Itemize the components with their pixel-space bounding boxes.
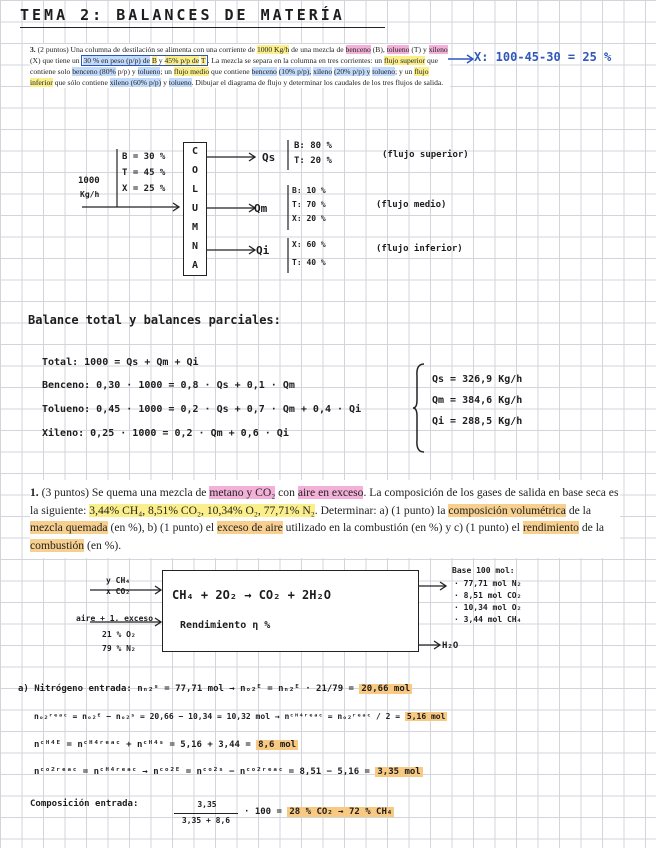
highlight-comp-vol: composición volumétrica (448, 503, 566, 517)
balance-total: Total: 1000 = Qs + Qm + Qi (42, 357, 199, 368)
highlight-aire: aire en exceso (297, 486, 364, 499)
text-segment: (en %). (87, 538, 122, 552)
highlight-feed-rate: 1000 Kg/h (256, 45, 290, 54)
text-segment: (10% p/p), (278, 67, 312, 77)
output-qm-label: Qm (254, 202, 268, 215)
text-segment: T (200, 56, 206, 66)
highlight-rendimiento: rendimiento (522, 521, 579, 535)
side-note-xileno: X: 100-45-30 = 25 % (474, 50, 612, 64)
distillation-column (183, 142, 207, 276)
highlight-gases: 3,44% CH₄, 8,51% CO₂, 10,34% O₂, 77,71% N₂ (89, 503, 315, 517)
text-segment: . La composición de los gases de salida en base seca es la siguiente: (30, 486, 619, 517)
text-segment: benceno (251, 67, 277, 77)
text-segment: Se quema una mezcla de (91, 486, 207, 499)
fuel-comp: x CO₂ (106, 587, 131, 596)
highlight-mezcla: mezcla quemada (30, 521, 108, 535)
highlight-xileno: xileno (428, 45, 448, 54)
text-segment: y (163, 78, 167, 88)
text-segment: ; y un (395, 67, 413, 77)
composition-denominator: 3,35 + 8,6 (181, 816, 231, 825)
text-segment: Una columna de destilación se alimenta con una corriente de (70, 45, 256, 54)
result-qi: Qi = 288,5 Kg/h (432, 416, 523, 427)
text-segment: (20% p/p) y (334, 67, 371, 77)
output-qs-comp: B: 80 % (294, 141, 332, 151)
text-segment: . Determinar: a) (1 punto) la (314, 503, 446, 517)
composition-result-line (244, 807, 394, 817)
solution-line-2 (34, 712, 447, 721)
page-title: TEMA 2: BALANCES DE MATERÍA (20, 6, 345, 24)
highlight-metano: metano y CO₂ (209, 486, 276, 499)
solution-eq: · 100 = (244, 807, 282, 817)
out-h2o: H₂O (442, 641, 459, 651)
feed-unit: Kg/h (80, 190, 100, 199)
text-segment: tolueno (372, 67, 395, 77)
base-label: Base 100 mol: (452, 566, 515, 575)
text-segment: tolueno (168, 78, 192, 88)
solution-line-4 (34, 767, 423, 777)
column-letter: M (191, 222, 199, 233)
output-qi-label: Qi (256, 244, 270, 257)
problem-number: 3. (30, 45, 36, 54)
brace-icon (412, 362, 426, 454)
solution-result: 5,16 mol (406, 712, 446, 721)
output-qi-comp: T: 40 % (292, 258, 326, 267)
text-segment: que sólo contiene (54, 78, 108, 88)
text-segment: xileno (313, 67, 333, 77)
problem-points: (3 puntos) (41, 486, 89, 499)
result-qm: Qm = 384,6 Kg/h (432, 395, 523, 406)
output-qi-comp: X: 60 % (292, 240, 326, 249)
output-qm-comp: X: 20 % (292, 214, 326, 223)
solution-label: a) Nitrógeno entrada: (18, 684, 132, 694)
reaction-yield: Rendimiento η % (180, 620, 271, 631)
problem-3-statement (30, 44, 450, 88)
fraction-bar (174, 813, 238, 814)
output-qs-desc: (flujo superior) (382, 150, 469, 160)
text-segment: B (151, 56, 157, 66)
out-comp: · 10,34 mol O₂ (454, 603, 522, 612)
fuel-comp: y CH₄ (106, 576, 131, 585)
text-segment: benceno (80% (72, 67, 116, 77)
highlight-tolueno: tolueno (386, 45, 410, 54)
output-qi-desc: (flujo inferior) (376, 244, 463, 254)
solution-eq: nᶜᵒ²ʳᵉᵃᶜ = nᶜᴴ⁴ʳᵉᵃᶜ → nᶜᵒ²ᴱ = nᶜᵒ²ˢ − nᶜᵒ²ʳᵉᵃᶜ = 8,51 − 5,16 = (34, 767, 370, 777)
highlight-exceso: exceso de aire (217, 521, 283, 535)
text-segment: (B), (372, 45, 385, 54)
highlight-flujo-superior: flujo superior (383, 56, 426, 66)
output-qm-desc: (flujo medio) (376, 200, 447, 210)
solution-eq: nₙ₂ˢ = 77,71 mol → nₒ₂ᴱ = nₙ₂ᴱ · 21/79 = (137, 684, 354, 694)
column-letter: U (191, 203, 199, 214)
problem-number: 1. (30, 486, 39, 499)
text-segment: de la (568, 503, 592, 517)
balances-heading: Balance total y balances parciales: (28, 313, 281, 327)
title-underline (20, 27, 385, 28)
solution-line-1 (18, 684, 412, 694)
column-letter: N (191, 241, 199, 252)
out-comp: · 8,51 mol CO₂ (454, 591, 522, 600)
output-qs-comp: T: 20 % (294, 156, 332, 166)
solution-result: 3,35 mol (377, 767, 421, 777)
distillation-arrows (70, 135, 410, 285)
highlight-benceno: benceno (345, 45, 371, 54)
output-qm-comp: B: 10 % (292, 186, 326, 195)
feed-comp: X = 25 % (122, 184, 166, 194)
text-segment: . Dibujar el diagrama de flujo y determinar los caudales de los tres flujos de salida. (191, 78, 444, 88)
column-letter: A (191, 260, 199, 271)
output-qm-comp: T: 70 % (292, 200, 326, 209)
highlight-flujo-medio: flujo medio (173, 67, 210, 77)
text-segment: 45% p/p de (164, 56, 200, 66)
text-segment: que contiene (211, 67, 250, 77)
feed-comp: T = 45 % (122, 168, 166, 178)
text-segment: utilizado en la combustión (en %) y c) (1 punto) el (285, 521, 521, 535)
composition-numerator: 3,35 (197, 800, 217, 809)
text-segment: tolueno (137, 67, 161, 77)
result-qs: Qs = 326,9 Kg/h (432, 374, 523, 385)
text-segment: y (158, 56, 163, 66)
out-comp: · 77,71 mol N₂ (454, 579, 522, 588)
air-comp: aire + 1. exceso (76, 614, 154, 623)
text-segment: de la (581, 521, 605, 535)
reactor-box (162, 570, 419, 652)
output-qs-label: Qs (262, 151, 276, 164)
balance-benceno: Benceno: 0,30 · 1000 = 0,8 · Qs + 0,1 · Qm (42, 380, 295, 391)
out-comp: · 3,44 mol CH₄ (454, 615, 522, 624)
text-segment: 30 % en peso (p/p) de (83, 56, 150, 66)
text-segment: (T) y (411, 45, 427, 54)
balance-tolueno: Tolueno: 0,45 · 1000 = 0,2 · Qs + 0,7 · Qm + 0,4 · Qi (42, 404, 362, 415)
balance-xileno: Xileno: 0,25 · 1000 = 0,2 · Qm + 0,6 · Qi (42, 428, 289, 439)
air-comp: 21 % O₂ (102, 630, 136, 639)
column-letter: L (191, 184, 199, 195)
text-segment: p/p) y (117, 67, 136, 77)
text-segment: xileno (60% p/p) (109, 78, 162, 88)
column-letter: C (191, 146, 199, 157)
text-segment: . La mezcla se separa en la columna en tres corrientes: un (207, 56, 383, 66)
text-segment: ; un (160, 67, 172, 77)
boxed-composition (81, 55, 207, 66)
feed-rate: 1000 (78, 176, 100, 186)
text-segment: que contiene solo (30, 56, 438, 77)
solution-eq: nₒ₂ʳᵉᵃᶜ = nₒ₂ᴱ − nₒ₂ˢ = 20,66 − 10,34 = 10,32 mol → nᶜᴴ⁴ʳᵉᵃᶜ = nₒ₂ʳᵉᵃᶜ / 2 = (34, 712, 401, 721)
feed-comp: B = 30 % (122, 152, 166, 162)
text-segment: con (278, 486, 295, 499)
air-comp: 79 % N₂ (102, 644, 136, 653)
problem-points: (2 puntos) (37, 45, 69, 54)
composition-result: 28 % CO₂ → 72 % CH₄ (289, 807, 393, 817)
composition-label: Composición entrada: (30, 799, 139, 809)
reaction-equation: CH₄ + 2O₂ → CO₂ + 2H₂O (172, 588, 331, 602)
highlight-combustion: combustión (30, 538, 85, 552)
solution-result: 20,66 mol (361, 684, 411, 694)
solution-eq: nᶜᴴ⁴ᴱ = nᶜᴴ⁴ʳᵉᵃᶜ + nᶜᴴ⁴ˢ = 5,16 + 3,44 = (34, 740, 251, 750)
solution-result: 8,6 mol (258, 740, 297, 750)
highlight-flujo-inferior: flujo inferior (30, 67, 429, 88)
text-segment: (en %), b) (1 punto) el (110, 521, 215, 535)
problem-1-statement (30, 480, 620, 558)
column-letter: O (191, 165, 199, 176)
text-segment: (X) que tiene un (30, 56, 80, 66)
solution-line-3 (34, 740, 298, 750)
text-segment: de una mezcla de (291, 45, 344, 54)
